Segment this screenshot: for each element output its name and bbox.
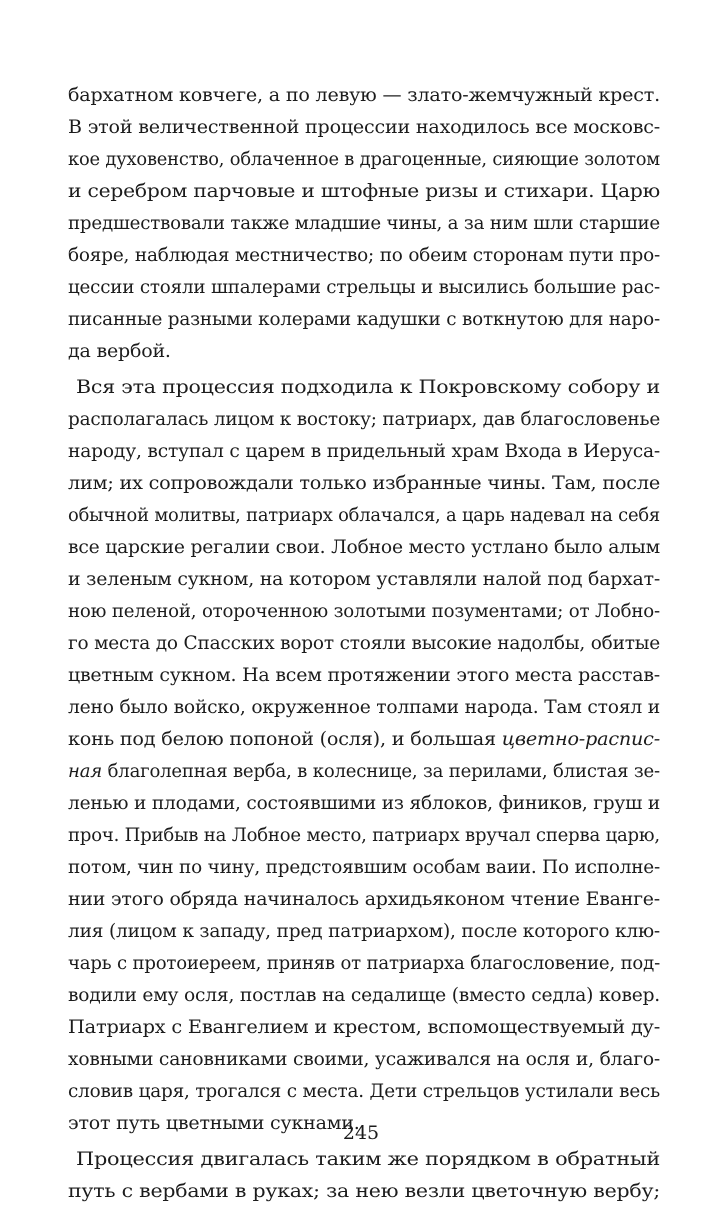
text-line: чарь с протоиереем, приняв от патриарха благословение, под-	[68, 952, 661, 974]
text-line: нии этого обряда начиналось архидьяконом чтение Еванге-	[68, 888, 660, 910]
text-line: народу, вступал с царем в придельный храм Входа в Иеруса-	[68, 440, 661, 462]
text-line: ленью и плодами, состоявшими из яблоков, фиников, груш и	[68, 792, 661, 814]
paragraph-first-line: Процессия двигалась таким же порядком в обратный	[76, 1148, 660, 1170]
text-line: и серебром парчовые и штофные ризы и стихари. Царю	[68, 180, 660, 202]
text-line: потом, чин по чину, предстоявшим особам ваии. По исполне-	[68, 856, 660, 878]
text-line: ною пеленой, отороченною золотыми позументами; от Лобно-	[68, 600, 660, 622]
text-line: да вербой.	[68, 340, 171, 362]
text-line	[68, 728, 660, 760]
text-line: кое духовенство, облаченное в драгоценные, сияющие золотом	[68, 148, 660, 170]
text-line: бархатном ковчеге, а по левую — злато-жемчужный крест.	[68, 84, 661, 106]
text-line: словив царя, трогался с места. Дети стрельцов устилали весь	[68, 1080, 660, 1102]
line-text: конь под белою попоной (осля), и большая	[68, 728, 502, 750]
text-line: водили ему осля, постлав на седалище (вместо седла) ковер.	[68, 984, 661, 1006]
text-line: лия (лицом к западу, пред патриархом), после которого клю-	[68, 920, 661, 942]
text-line: располагалась лицом к востоку; патриарх, дав благословенье	[68, 408, 661, 430]
text-line: В этой величественной процессии находилось все московс-	[68, 116, 661, 138]
text-line: и зеленым сукном, на котором уставляли налой под бархат-	[68, 568, 660, 590]
text-line: этот путь цветными сукнами.	[68, 1112, 360, 1134]
text-line: проч. Прибыв на Лобное место, патриарх вручал сперва царю,	[68, 824, 660, 846]
text-line: цветным сукном. На всем протяжении этого места расстав-	[68, 664, 660, 686]
text-line: путь с вербами в руках; за нею везли цветочную вербу;	[68, 1180, 661, 1202]
paragraph-first-line: Вся эта процессия подходила к Покровскому собору и	[76, 376, 661, 398]
italic-text: цветно-распис-	[501, 728, 661, 750]
text-line: цессии стояли шпалерами стрельцы и высились большие рас-	[68, 276, 660, 298]
text-line: писанные разными колерами кадушки с воткнутою для наро-	[68, 308, 661, 330]
italic-text: ная	[68, 760, 103, 782]
text-line	[68, 760, 660, 792]
text-line: Патриарх с Евангелием и крестом, вспомоществуемый ду-	[68, 1016, 661, 1038]
text-line: бояре, наблюдая местничество; по обеим сторонам пути про-	[68, 244, 661, 266]
page-number: 245	[342, 1122, 380, 1144]
text-line: ховными сановниками своими, усаживался на осля и, благо-	[68, 1048, 661, 1070]
text-line: лим; их сопровождали только избранные чины. Там, после	[68, 472, 661, 494]
text-line: предшествовали также младшие чины, а за ним шли старшие	[68, 212, 660, 234]
text-line: все царские регалии свои. Лобное место устлано было алым	[68, 536, 660, 558]
text-line: лено было войско, окруженное толпами народа. Там стоял и	[68, 696, 661, 718]
text-line: го места до Спасских ворот стояли высокие надолбы, обитые	[68, 632, 660, 654]
line-text: благолепная верба, в колеснице, за перилами, блистая зе-	[102, 760, 660, 782]
text-line: обычной молитвы, патриарх облачался, а царь надевал на себя	[68, 504, 660, 526]
